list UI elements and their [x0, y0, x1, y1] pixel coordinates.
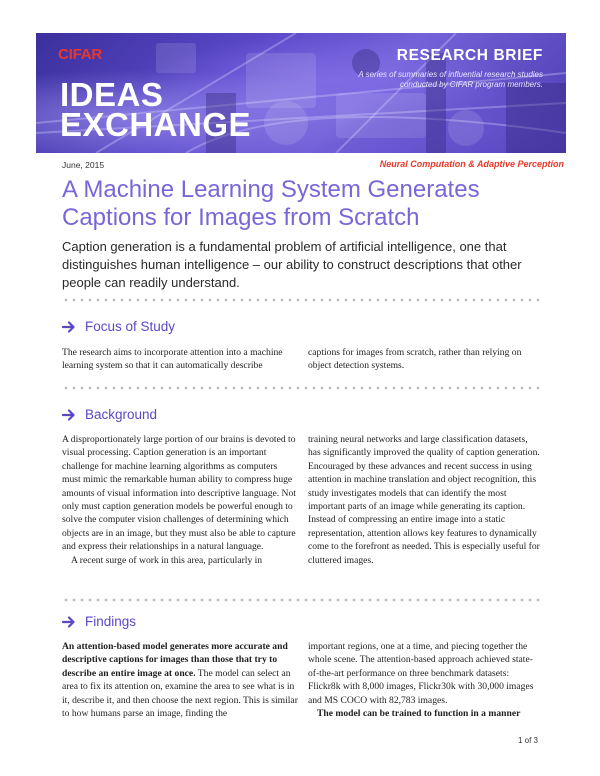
- ideas-exchange-wordmark: [60, 76, 252, 143]
- section-heading-background: [62, 407, 157, 422]
- wordmark-line-2: EXCHANGE: [60, 106, 252, 143]
- arrow-right-icon: [62, 616, 76, 628]
- findings-key-statement: An attention-based model generates more accurate and descriptive captions for images than those that try to describe an entire image at once.: [62, 641, 288, 679]
- program-name: Neural Computation & Adaptive Perception: [379, 159, 564, 169]
- focus-right-text: captions for images from scratch, rather than relying on object detection systems.: [308, 347, 522, 372]
- findings-right-paragraph-1: important regions, one at a time, and piecing together the whole scene. The attention-based approach achieved state-of-the-art performance on three benchmark datasets: Flickr8k with 8,000 images, Flickr30k with 30,000 images and MS COCO with 82,783 images.: [308, 641, 534, 706]
- cifar-logo: CIFAR: [58, 46, 103, 63]
- background-right-column: [308, 433, 542, 567]
- findings-left-text: The model can select an area to fix its attention on, examine the area to see what is in it, describe it, and then choose the next region. This is similar to how humans parse an image, finding the: [62, 667, 298, 720]
- findings-left-column: [62, 640, 298, 720]
- section-heading-focus: [62, 319, 175, 334]
- arrow-right-icon: [62, 321, 76, 333]
- series-subtitle: A series of summaries of influential research studies conducted by CIFAR program members.: [358, 70, 543, 89]
- section-divider: [62, 386, 540, 390]
- background-left-column: [62, 433, 298, 567]
- background-left-paragraph-2: A recent surge of work in this area, particularly in: [71, 554, 263, 566]
- section-heading-label: Background: [85, 407, 158, 422]
- wordmark-line-1: IDEAS: [60, 76, 164, 113]
- focus-left-column: [62, 346, 298, 373]
- findings-right-column: [308, 640, 542, 720]
- doc-type-label: RESEARCH BRIEF: [396, 47, 543, 64]
- arrow-right-icon: [62, 409, 76, 421]
- focus-left-text: The research aims to incorporate attention into a machine learning system so that it can automatically describe: [62, 347, 283, 372]
- findings-left-paragraph: [62, 640, 298, 720]
- page-title: A Machine Learning System Generates Captions for Images from Scratch: [62, 176, 480, 231]
- background-right-paragraph: training neural networks and large classification datasets, has significantly improved the quality of caption generation. Encouraged by these advances and recent success in using attention in machine translation and object recognition, this study investigates models that can identify the most important parts of an image while generating its caption. Instead of compressing an entire image into a static representation, attention allows key features to dynamically come to the forefront as needed. This is especially useful for cluttered images.: [308, 434, 540, 566]
- section-heading-label: Findings: [85, 614, 137, 629]
- section-heading-findings: [62, 614, 136, 629]
- findings-right-bold-text: The model can be trained to function in a manner: [317, 708, 521, 720]
- section-divider: [62, 598, 540, 602]
- page-number: 1 of 3: [517, 736, 538, 745]
- lede-paragraph: Caption generation is a fundamental problem of artificial intelligence, one that distinguishes human intelligence – our ability to construct descriptions that other people can readily understand.: [62, 239, 522, 290]
- header-banner: [36, 33, 566, 153]
- focus-right-column: [308, 346, 542, 373]
- background-left-paragraph-1: A disproportionately large portion of our brains is devoted to visual processing. Caption generation is an important challenge for machine learning algorithms as computers must mimic the remarkable human ability to compress huge amounts of visual information into descriptive language. Not only must caption generation models be powerful enough to solve the computer vision challenges of determining which objects are in an image, but they must also be able to capture and express their relationships in a natural language.: [62, 434, 296, 553]
- publication-date: June, 2015: [62, 160, 105, 170]
- section-heading-label: Focus of Study: [85, 319, 176, 334]
- findings-right-paragraph-2: [308, 707, 542, 720]
- section-divider: [62, 298, 540, 302]
